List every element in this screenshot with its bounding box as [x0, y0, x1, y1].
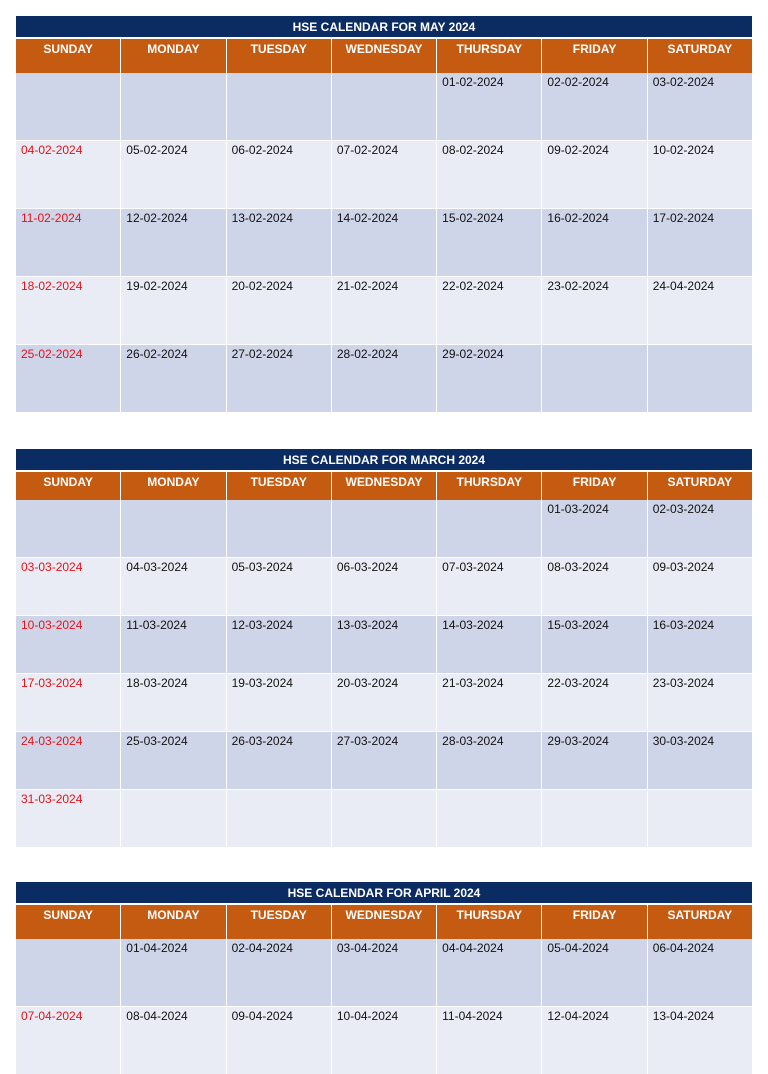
date-cell: 01-03-2024 — [542, 500, 646, 557]
day-header-sunday: SUNDAY — [16, 39, 120, 73]
date-cell: 30-03-2024 — [648, 732, 752, 789]
date-cell — [332, 73, 436, 140]
date-cell: 06-02-2024 — [227, 141, 331, 208]
date-cell — [121, 790, 225, 847]
date-cell — [437, 500, 541, 557]
day-header-tuesday: TUESDAY — [227, 472, 331, 500]
date-cell: 05-04-2024 — [542, 939, 646, 1006]
date-cell: 12-04-2024 — [542, 1007, 646, 1074]
date-cell: 23-02-2024 — [542, 277, 646, 344]
date-cell: 07-02-2024 — [332, 141, 436, 208]
calendar-april — [16, 882, 752, 1074]
date-cell: 27-02-2024 — [227, 345, 331, 412]
sunday-date-cell: 31-03-2024 — [16, 790, 120, 847]
date-cell: 13-03-2024 — [332, 616, 436, 673]
sunday-date-cell: 17-03-2024 — [16, 674, 120, 731]
sunday-date-cell — [16, 73, 120, 140]
sunday-date-cell: 07-04-2024 — [16, 1007, 120, 1074]
date-cell: 29-03-2024 — [542, 732, 646, 789]
date-cell — [542, 345, 646, 412]
date-cell: 15-02-2024 — [437, 209, 541, 276]
day-header-thursday: THURSDAY — [437, 39, 541, 73]
sunday-date-cell: 25-02-2024 — [16, 345, 120, 412]
date-cell: 16-03-2024 — [648, 616, 752, 673]
date-cell: 10-04-2024 — [332, 1007, 436, 1074]
sunday-date-cell — [16, 939, 120, 1006]
date-cell: 24-04-2024 — [648, 277, 752, 344]
date-cell — [648, 345, 752, 412]
date-cell — [227, 500, 331, 557]
day-header-thursday: THURSDAY — [437, 472, 541, 500]
sunday-date-cell: 04-02-2024 — [16, 141, 120, 208]
day-header-friday: FRIDAY — [542, 905, 646, 939]
sunday-date-cell: 10-03-2024 — [16, 616, 120, 673]
date-cell: 07-03-2024 — [437, 558, 541, 615]
date-cell: 12-03-2024 — [227, 616, 331, 673]
sunday-date-cell: 24-03-2024 — [16, 732, 120, 789]
day-header-thursday: THURSDAY — [437, 905, 541, 939]
date-cell — [332, 790, 436, 847]
date-cell — [648, 790, 752, 847]
day-header-saturday: SATURDAY — [648, 472, 752, 500]
date-cell: 16-02-2024 — [542, 209, 646, 276]
day-header-friday: FRIDAY — [542, 472, 646, 500]
date-cell: 05-03-2024 — [227, 558, 331, 615]
day-header-saturday: SATURDAY — [648, 39, 752, 73]
date-cell: 23-03-2024 — [648, 674, 752, 731]
day-header-tuesday: TUESDAY — [227, 905, 331, 939]
date-cell: 28-02-2024 — [332, 345, 436, 412]
calendar-grid — [16, 73, 752, 412]
date-cell: 20-02-2024 — [227, 277, 331, 344]
date-cell: 11-04-2024 — [437, 1007, 541, 1074]
calendar-grid — [16, 939, 752, 1074]
sunday-date-cell: 18-02-2024 — [16, 277, 120, 344]
date-cell: 19-02-2024 — [121, 277, 225, 344]
date-cell: 21-03-2024 — [437, 674, 541, 731]
day-header-tuesday: TUESDAY — [227, 39, 331, 73]
date-cell: 14-02-2024 — [332, 209, 436, 276]
calendar-title: HSE CALENDAR FOR MARCH 2024 — [16, 449, 752, 472]
date-cell: 19-03-2024 — [227, 674, 331, 731]
date-cell: 17-02-2024 — [648, 209, 752, 276]
calendar-march — [16, 449, 752, 847]
date-cell — [542, 790, 646, 847]
date-cell — [227, 790, 331, 847]
date-cell: 06-04-2024 — [648, 939, 752, 1006]
calendar-title: HSE CALENDAR FOR MAY 2024 — [16, 16, 752, 39]
date-cell: 20-03-2024 — [332, 674, 436, 731]
day-header-row — [16, 39, 752, 73]
date-cell — [121, 500, 225, 557]
date-cell: 10-02-2024 — [648, 141, 752, 208]
day-header-sunday: SUNDAY — [16, 472, 120, 500]
day-header-row — [16, 472, 752, 500]
date-cell — [121, 73, 225, 140]
date-cell: 26-02-2024 — [121, 345, 225, 412]
day-header-row — [16, 905, 752, 939]
day-header-sunday: SUNDAY — [16, 905, 120, 939]
date-cell: 15-03-2024 — [542, 616, 646, 673]
sunday-date-cell: 03-03-2024 — [16, 558, 120, 615]
date-cell: 01-02-2024 — [437, 73, 541, 140]
date-cell: 26-03-2024 — [227, 732, 331, 789]
day-header-monday: MONDAY — [121, 905, 225, 939]
sunday-date-cell: 11-02-2024 — [16, 209, 120, 276]
date-cell: 21-02-2024 — [332, 277, 436, 344]
sunday-date-cell — [16, 500, 120, 557]
date-cell: 27-03-2024 — [332, 732, 436, 789]
date-cell: 09-03-2024 — [648, 558, 752, 615]
day-header-wednesday: WEDNESDAY — [332, 39, 436, 73]
date-cell: 22-02-2024 — [437, 277, 541, 344]
date-cell: 02-02-2024 — [542, 73, 646, 140]
date-cell: 12-02-2024 — [121, 209, 225, 276]
date-cell: 02-03-2024 — [648, 500, 752, 557]
date-cell — [437, 790, 541, 847]
date-cell: 04-03-2024 — [121, 558, 225, 615]
date-cell: 29-02-2024 — [437, 345, 541, 412]
day-header-saturday: SATURDAY — [648, 905, 752, 939]
date-cell — [227, 73, 331, 140]
date-cell: 02-04-2024 — [227, 939, 331, 1006]
date-cell: 08-03-2024 — [542, 558, 646, 615]
date-cell: 13-02-2024 — [227, 209, 331, 276]
date-cell: 18-03-2024 — [121, 674, 225, 731]
day-header-wednesday: WEDNESDAY — [332, 472, 436, 500]
date-cell: 03-02-2024 — [648, 73, 752, 140]
date-cell: 22-03-2024 — [542, 674, 646, 731]
day-header-wednesday: WEDNESDAY — [332, 905, 436, 939]
date-cell: 03-04-2024 — [332, 939, 436, 1006]
day-header-friday: FRIDAY — [542, 39, 646, 73]
date-cell: 25-03-2024 — [121, 732, 225, 789]
date-cell: 08-04-2024 — [121, 1007, 225, 1074]
date-cell: 04-04-2024 — [437, 939, 541, 1006]
date-cell: 28-03-2024 — [437, 732, 541, 789]
date-cell: 05-02-2024 — [121, 141, 225, 208]
date-cell: 13-04-2024 — [648, 1007, 752, 1074]
date-cell: 09-02-2024 — [542, 141, 646, 208]
calendar-grid — [16, 500, 752, 847]
date-cell: 06-03-2024 — [332, 558, 436, 615]
date-cell: 11-03-2024 — [121, 616, 225, 673]
calendar-may — [16, 16, 752, 412]
day-header-monday: MONDAY — [121, 39, 225, 73]
day-header-monday: MONDAY — [121, 472, 225, 500]
date-cell — [332, 500, 436, 557]
date-cell: 09-04-2024 — [227, 1007, 331, 1074]
date-cell: 08-02-2024 — [437, 141, 541, 208]
date-cell: 14-03-2024 — [437, 616, 541, 673]
calendar-title: HSE CALENDAR FOR APRIL 2024 — [16, 882, 752, 905]
date-cell: 01-04-2024 — [121, 939, 225, 1006]
